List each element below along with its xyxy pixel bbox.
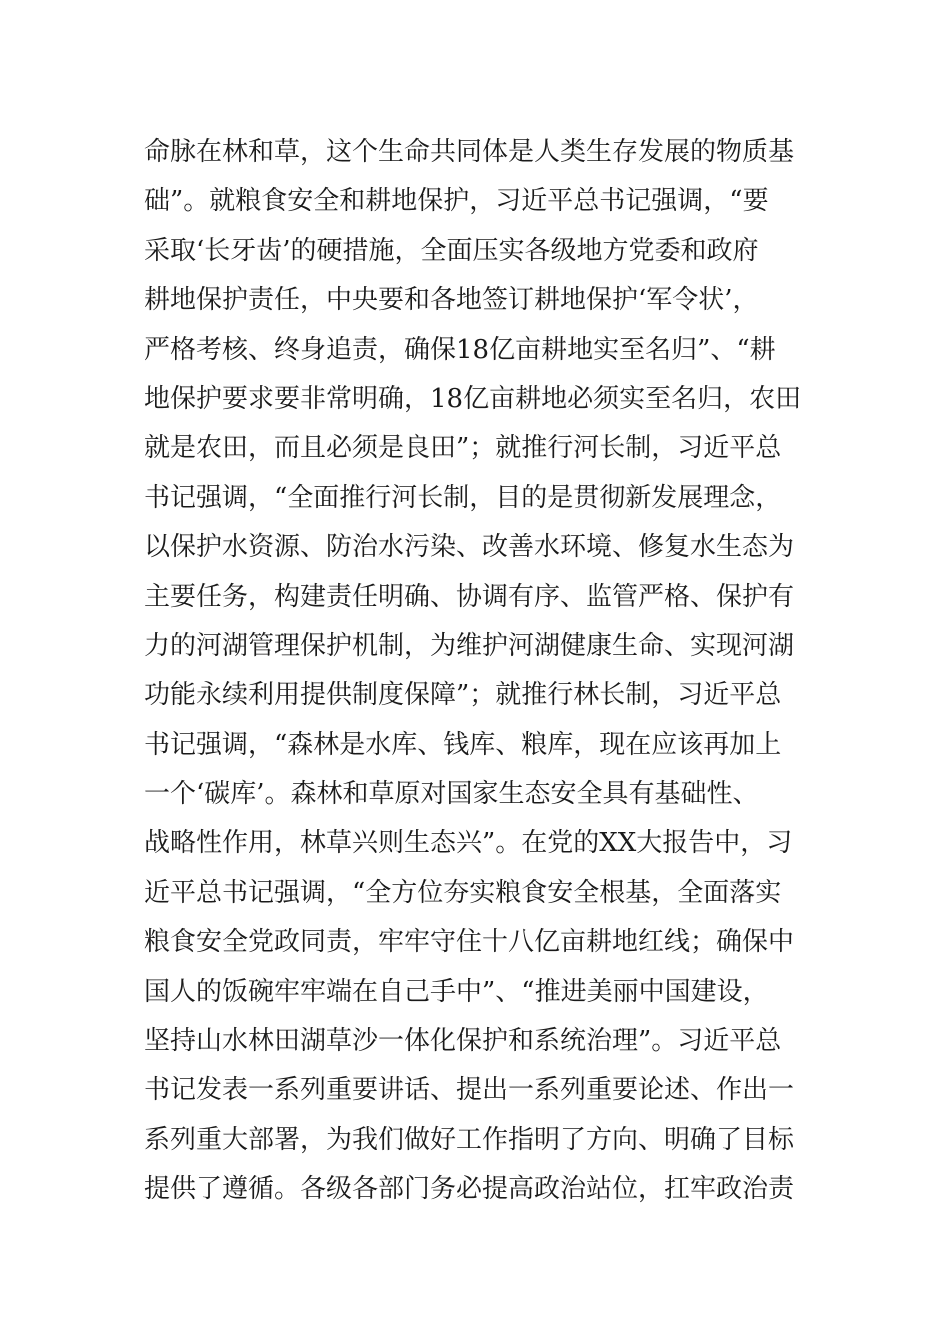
text-line: 力的河湖管理保护机制，为维护河湖健康生命、实现河湖 xyxy=(144,630,795,661)
text-line: 以保护水资源、防治水污染、改善水环境、修复水生态为 xyxy=(144,532,795,563)
text-line: 系列重大部署，为我们做好工作指明了方向、明确了目标 xyxy=(144,1124,795,1155)
text-line: 地保护要求要非常明确，18亿亩耕地必须实至名归，农田 xyxy=(144,383,802,414)
text-line: 书记发表一系列重要讲话、提出一系列重要论述、作出一 xyxy=(144,1075,795,1106)
text-line: 主要任务，构建责任明确、协调有序、监管严格、保护有 xyxy=(144,581,795,612)
text-line: 命脉在林和草，这个生命共同体是人类生存发展的物质基 xyxy=(144,137,795,167)
text-line: 就是农田，而且必须是良田”；就推行河长制，习近平总 xyxy=(144,433,782,464)
text-line: 战略性作用，林草兴则生态兴”。在党的XX大报告中，习 xyxy=(144,828,793,859)
text-line: 一个‘碳库’。森林和草原对国家生态安全具有基础性、 xyxy=(144,779,759,810)
text-line: 坚持山水林田湖草沙一体化保护和系统治理”。习近平总 xyxy=(144,1026,782,1057)
text-line: 粮食安全党政同责，牢牢守住十八亿亩耕地红线；确保中 xyxy=(144,927,795,958)
text-line: 书记强调，“森林是水库、钱库、粮库，现在应该再加上 xyxy=(144,729,782,760)
text-line: 础”。就粮食安全和耕地保护，习近平总书记强调，“要 xyxy=(144,186,769,217)
text-line: 书记强调，“全面推行河长制，目的是贯彻新发展理念， xyxy=(144,482,782,513)
body-paragraph xyxy=(144,128,816,1215)
text-line: 提供了遵循。各级各部门务必提高政治站位，扛牢政治责 xyxy=(144,1174,795,1205)
text-line: 耕地保护责任，中央要和各地签订耕地保护‘军令状’， xyxy=(144,285,759,316)
text-line: 近平总书记强调，“全方位夯实粮食安全根基，全面落实 xyxy=(144,877,782,908)
text-line: 严格考核、终身追责，确保18亿亩耕地实至名归”、“耕 xyxy=(144,334,776,365)
text-line: 功能永续利用提供制度保障”；就推行林长制，习近平总 xyxy=(144,680,782,711)
text-line: 采取‘长牙齿’的硬措施，全面压实各级地方党委和政府 xyxy=(144,235,759,266)
text-line: 国人的饭碗牢牢端在自己手中”、“推进美丽中国建设， xyxy=(144,976,769,1007)
